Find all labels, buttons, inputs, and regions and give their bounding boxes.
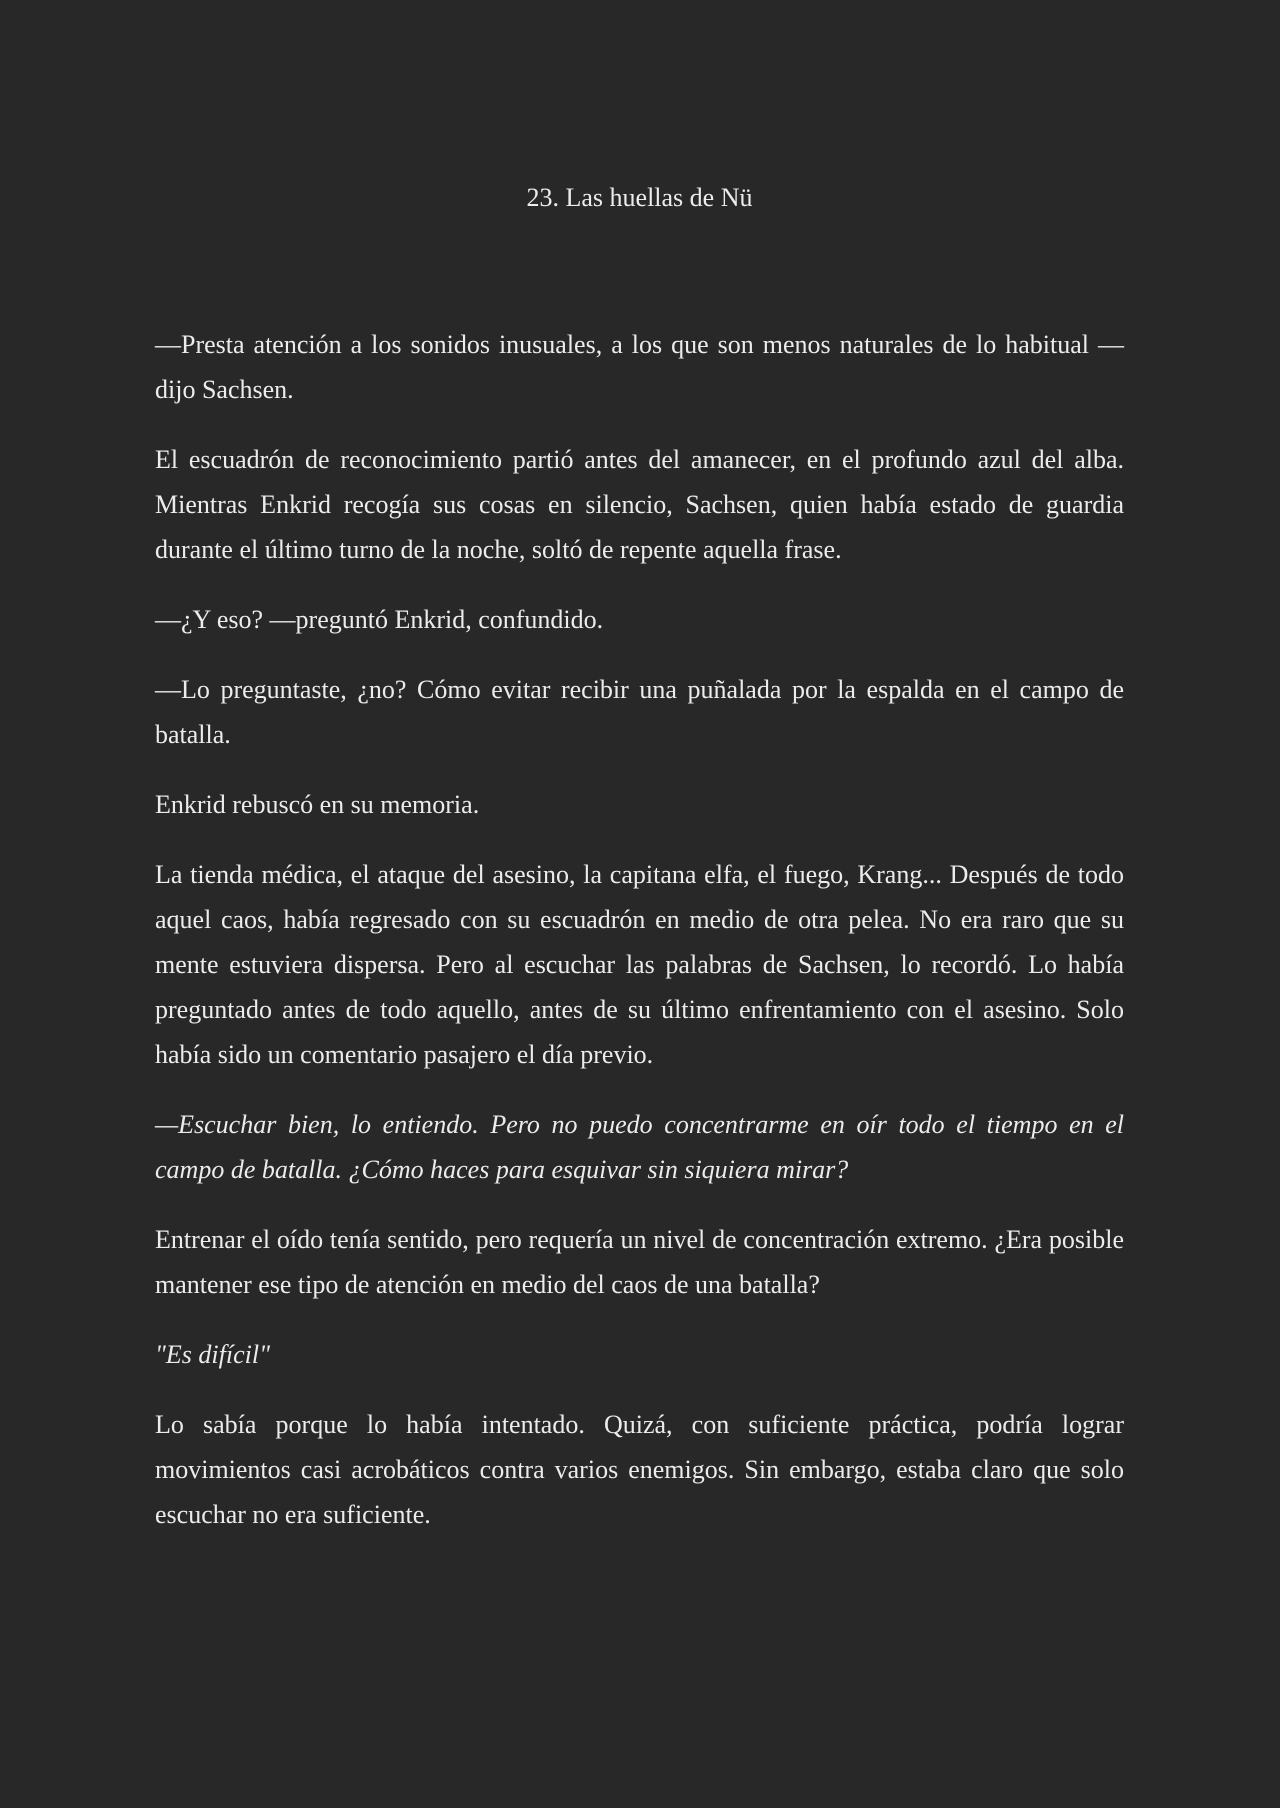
paragraph-5: Enkrid rebuscó en su memoria. — [155, 790, 480, 819]
paragraph-2: El escuadrón de reconocimiento partió antes del amanecer, en el profundo azul del alba. Mientras Enkrid recogía sus cosas en silencio, Sachsen, quien había estado de guardia durante el último turno de la noche, soltó de repente aquella frase. — [155, 445, 1124, 564]
paragraph-9-italic: "Es difícil" — [155, 1340, 270, 1369]
chapter-title: 23. Las huellas de Nü — [526, 183, 753, 212]
paragraph-6: La tienda médica, el ataque del asesino, la capitana elfa, el fuego, Krang... Después de todo aquel caos, había regresado con su escuadrón en medio de otra pelea. No era raro que su mente estuviera dispersa. Pero al escuchar las palabras de Sachsen, lo recordó. Lo había preguntado antes de todo aquello, antes de su último enfrentamiento con el asesino. Solo había sido un comentario pasajero el día previo. — [155, 860, 1124, 1069]
chapter-body — [155, 322, 1124, 1562]
paragraph-8: Entrenar el oído tenía sentido, pero requería un nivel de concentración extremo. ¿Era posible mantener ese tipo de atención en medio del caos de una batalla? — [155, 1225, 1124, 1299]
paragraph-7-italic: —Escuchar bien, lo entiendo. Pero no puedo concentrarme en oír todo el tiempo en el campo de batalla. ¿Cómo haces para esquivar sin siquiera mirar? — [155, 1110, 1124, 1184]
paragraph-1: —Presta atención a los sonidos inusuales, a los que son menos naturales de lo habitual —dijo Sachsen. — [155, 330, 1124, 404]
paragraph-10: Lo sabía porque lo había intentado. Quizá, con suficiente práctica, podría lograr movimientos casi acrobáticos contra varios enemigos. Sin embargo, estaba claro que solo escuchar no era suficiente. — [155, 1410, 1124, 1529]
paragraph-3: —¿Y eso? —preguntó Enkrid, confundido. — [155, 605, 604, 634]
paragraph-4: —Lo preguntaste, ¿no? Cómo evitar recibir una puñalada por la espalda en el campo de batalla. — [155, 675, 1124, 749]
